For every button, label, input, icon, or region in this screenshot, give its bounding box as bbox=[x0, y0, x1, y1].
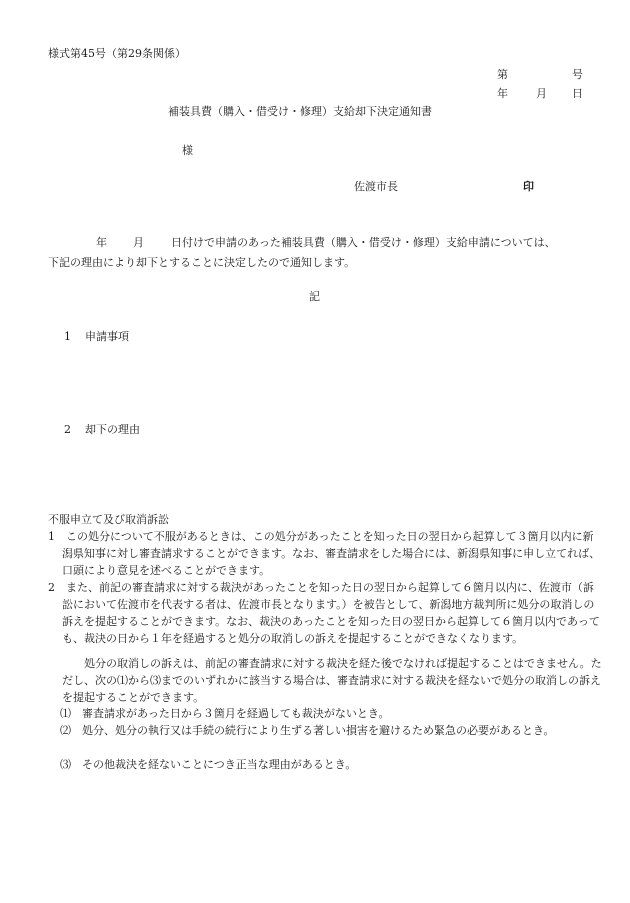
section-2-label: 却下の理由 bbox=[85, 423, 140, 436]
appeal-paragraph: 処分の取消しの訴えは、前記の審査請求に対する裁決を経た後でなければ提起することはできません。ただし、次の⑴から⑶までのいずれかに該当する場合は、審査請求に対する裁決を経ないで処分の取消しの訴えを提起することができます。 bbox=[62, 657, 602, 704]
form-number: 様式第45号（第29条関係） bbox=[48, 47, 186, 60]
doc-number-suffix: 号 bbox=[572, 68, 583, 81]
issuer-name: 佐渡市長 bbox=[354, 180, 398, 193]
condition-1: ⑴ 審査請求があった日から３箇月を経過しても裁決がないとき。 bbox=[60, 707, 390, 720]
date-day: 日 bbox=[572, 87, 583, 100]
appeal-heading: 不服申立て及び取消訴訟 bbox=[48, 513, 169, 526]
section-1-number: 1 bbox=[64, 330, 71, 343]
date-year: 年 bbox=[497, 87, 508, 100]
document-title: 補装具費（購入・借受け・修理）支給却下決定通知書 bbox=[168, 105, 432, 118]
date-month: 月 bbox=[536, 87, 547, 100]
appeal-item-2: 2 また、前記の審査請求に対する裁決があったことを知った日の翌日から起算して６箇月以内に、佐渡市（訴訟において佐渡市を代表する者は、佐渡市長となります。）を被告として、新潟地方裁判所に処分の取消しの訴えを提起することができます。なお、裁決のあったことを知った日の翌日から起算して６箇月以内であっても、裁決の日から１年を経過すると処分の取消しの訴えを提起することができなくなります。 bbox=[48, 581, 600, 645]
appeal-item-1: 1 この処分について不服があるときは、この処分があったことを知った日の翌日から起算して３箇月以内に新潟県知事に対し審査請求することができます。なお、審査請求をした場合には、新潟県知事に申し立てれば、口頭により意見を述べることができます。 bbox=[48, 530, 601, 577]
doc-number-prefix: 第 bbox=[497, 68, 508, 81]
condition-2: ⑵ 処分、処分の執行又は手続の続行により生ずる著しい損害を避けるため緊急の必要があるとき。 bbox=[60, 724, 555, 737]
addressee-suffix: 様 bbox=[182, 144, 193, 157]
section-2-number: 2 bbox=[64, 423, 71, 436]
ki-heading: 記 bbox=[309, 290, 320, 303]
intro-line-2: 下記の理由により却下とすることに決定したので通知します。 bbox=[48, 256, 356, 269]
condition-3: ⑶ その他裁決を経ないことにつき正当な理由があるとき。 bbox=[60, 758, 357, 771]
seal-mark: 印 bbox=[523, 180, 534, 193]
section-1-label: 申請事項 bbox=[85, 330, 129, 343]
intro-line-1: 日付けで申請のあった補装具費（購入・借受け・修理）支給申請については、 bbox=[171, 236, 556, 249]
intro-year: 年 bbox=[96, 236, 107, 249]
intro-month: 月 bbox=[133, 236, 144, 249]
